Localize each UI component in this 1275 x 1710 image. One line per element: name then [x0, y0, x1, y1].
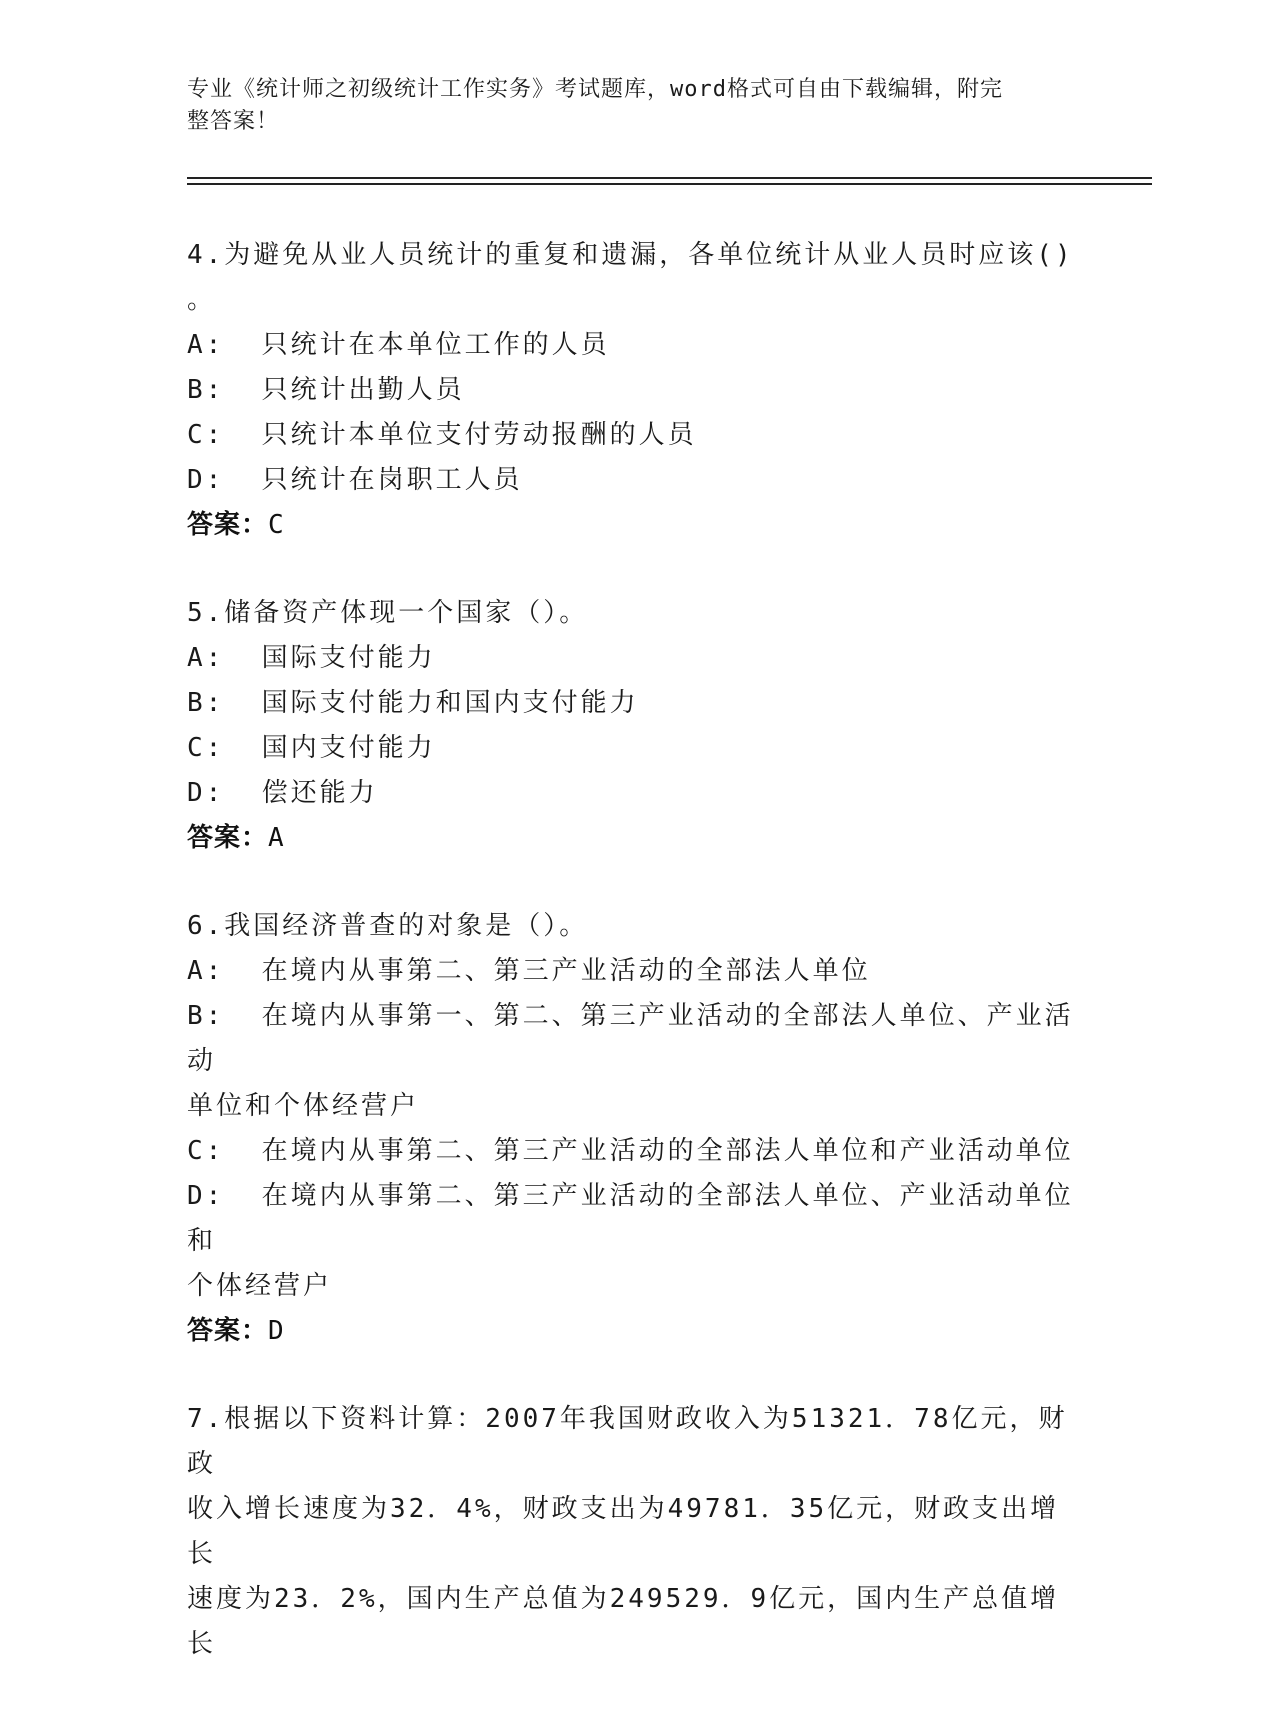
- question-list: [187, 233, 1087, 1710]
- document-header: [187, 74, 1067, 138]
- question-stem-line: 收入增长速度为32．4%，财政支出为49781．35亿元，财政支出增长: [187, 1494, 1060, 1569]
- answer-option-line: 单位和个体经营户: [187, 1091, 420, 1121]
- answer-option-line: C: 国内支付能力: [187, 733, 436, 763]
- answer-option-line: A: 在境内从事第二、第三产业活动的全部法人单位: [187, 956, 871, 986]
- question-block: [187, 233, 1087, 548]
- question-stem-line: 7.根据以下资料计算：2007年我国财政收入为51321．78亿元，财政: [187, 1404, 1068, 1479]
- question-block: [187, 591, 1087, 861]
- answer-value: A: [268, 823, 285, 853]
- question-stem-line: 5.储备资产体现一个国家（）。: [187, 598, 589, 628]
- question-block: [187, 904, 1087, 1354]
- answer-key: [187, 1309, 1087, 1354]
- question-stem-line: 4.为避免从业人员统计的重复和遗漏，各单位统计从业人员时应该(): [187, 240, 1074, 270]
- answer-option-line: C: 在境内从事第二、第三产业活动的全部法人单位和产业活动单位: [187, 1136, 1074, 1166]
- answer-label: 答案：: [187, 823, 269, 853]
- header-divider-bottom: [187, 183, 1152, 185]
- header-line-2: 整答案！: [187, 109, 280, 134]
- answer-option-line: B: 国际支付能力和国内支付能力: [187, 688, 639, 718]
- answer-option-line: A: 只统计在本单位工作的人员: [187, 330, 610, 360]
- answer-key: [187, 503, 1087, 548]
- answer-option-line: C: 只统计本单位支付劳动报酬的人员: [187, 420, 697, 450]
- answer-option-line: D: 偿还能力: [187, 778, 378, 808]
- answer-label: 答案：: [187, 1316, 269, 1346]
- question-block: [187, 1397, 1087, 1667]
- answer-option-line: 个体经营户: [187, 1271, 333, 1301]
- answer-option-line: B: 在境内从事第一、第二、第三产业活动的全部法人单位、产业活动: [187, 1001, 1074, 1076]
- answer-option-line: D: 只统计在岗职工人员: [187, 465, 523, 495]
- answer-value: D: [268, 1316, 285, 1346]
- question-stem-line: 速度为23．2%，国内生产总值为249529．9亿元，国内生产总值增长: [187, 1584, 1060, 1659]
- answer-option-line: A: 国际支付能力: [187, 643, 436, 673]
- question-stem-line: 6.我国经济普查的对象是（）。: [187, 911, 589, 941]
- answer-option-line: D: 在境内从事第二、第三产业活动的全部法人单位、产业活动单位和: [187, 1181, 1074, 1256]
- answer-value: C: [268, 510, 285, 540]
- answer-option-line: B: 只统计出勤人员: [187, 375, 465, 405]
- answer-label: 答案：: [187, 510, 269, 540]
- question-stem-line: 。: [187, 285, 217, 315]
- answer-key: [187, 816, 1087, 861]
- header-line-1: 专业《统计师之初级统计工作实务》考试题库，word格式可自由下载编辑，附完: [187, 77, 1003, 102]
- header-divider-top: [187, 177, 1152, 179]
